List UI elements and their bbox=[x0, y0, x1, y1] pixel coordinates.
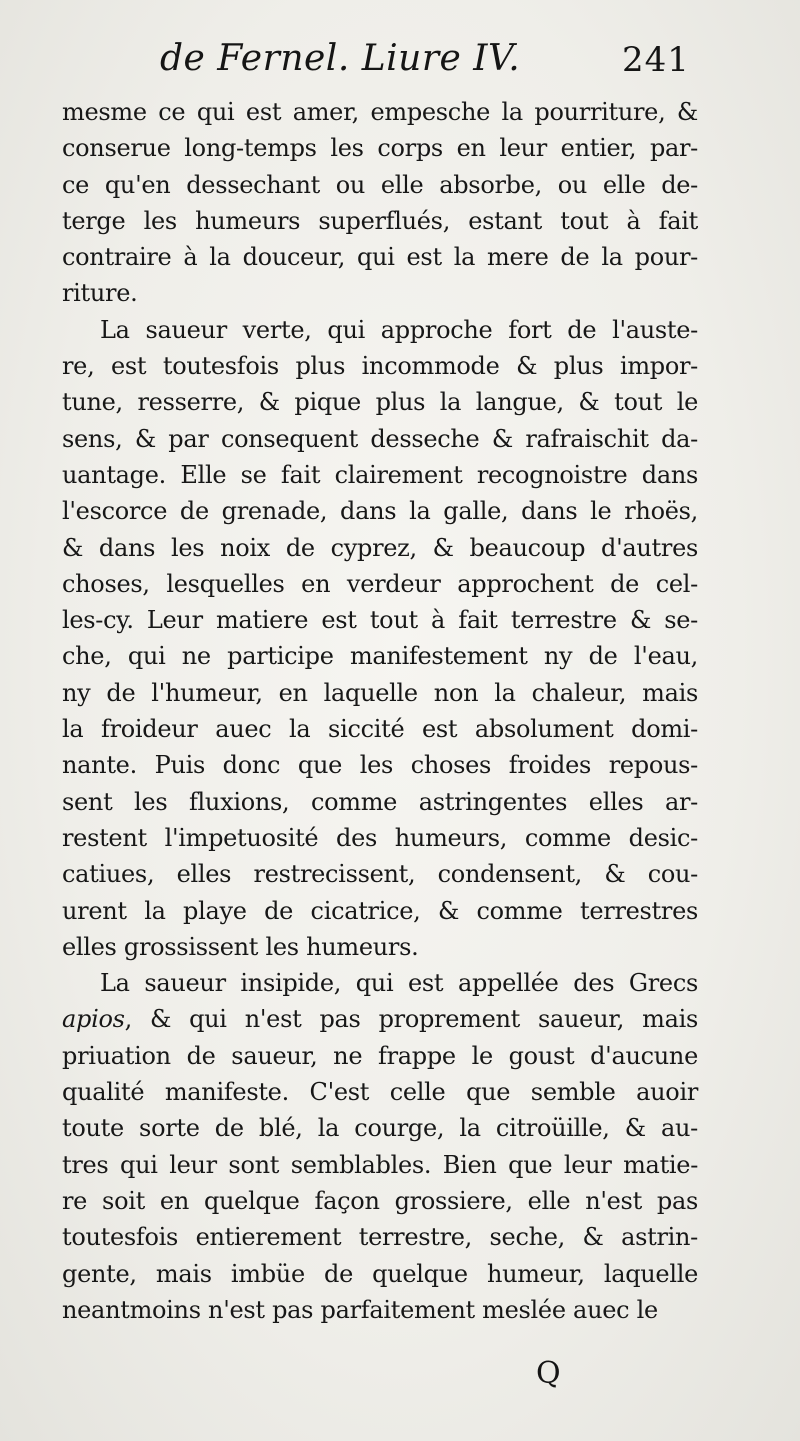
text-line: La saueur insipide, qui est appellée des Grecs bbox=[100, 969, 698, 998]
text-line: tres qui leur sont semblables. Bien que leur matie- bbox=[62, 1150, 698, 1179]
page-number: 241 bbox=[622, 40, 690, 80]
text-line: & dans les noix de cyprez, & beaucoup d'autres bbox=[62, 533, 698, 562]
text-line: restent l'impetuosité des humeurs, comme desic- bbox=[62, 823, 698, 852]
paragraph-saueur-verte bbox=[62, 312, 698, 965]
text-line: qualité manifeste. C'est celle que semble auoir bbox=[62, 1078, 698, 1107]
text-line: uantage. Elle se fait clairement recognoistre dans bbox=[62, 460, 698, 489]
text-line: choses, lesquelles en verdeur approchent de cel- bbox=[62, 569, 698, 598]
text-line: toutesfois entierement terrestre, seche, & astrin- bbox=[62, 1223, 698, 1252]
text-line: catiues, elles restrecissent, condensent, & cou- bbox=[62, 860, 698, 889]
running-head bbox=[0, 38, 800, 88]
text-line: contraire à la douceur, qui est la mere de la pour- bbox=[62, 243, 698, 272]
text-line: mesme ce qui est amer, empesche la pourriture, & bbox=[62, 98, 698, 126]
text-line: che, qui ne participe manifestement ny de l'eau, bbox=[62, 642, 698, 671]
paragraph-saueur-insipide bbox=[62, 965, 698, 1328]
text-line: l'escorce de grenade, dans la galle, dans le rhoës, bbox=[62, 497, 698, 526]
text-line: nante. Puis donc que les choses froides repous- bbox=[62, 751, 698, 780]
greek-term: apios bbox=[62, 1005, 125, 1034]
text-line: gente, mais imbüe de quelque humeur, laquelle bbox=[62, 1259, 698, 1288]
text-line: elles grossissent les humeurs. bbox=[62, 932, 419, 961]
text-line: tune, resserre, & pique plus la langue, & tout le bbox=[62, 388, 698, 417]
text-line: apios, & qui n'est pas proprement saueur, mais bbox=[62, 1005, 698, 1034]
text-line: re soit en quelque façon grossiere, elle n'est pas bbox=[62, 1186, 698, 1215]
text-line: ny de l'humeur, en laquelle non la chaleur, mais bbox=[62, 678, 698, 707]
text-line: la froideur auec la siccité est absolument domi- bbox=[62, 715, 698, 744]
body-text bbox=[62, 94, 698, 1328]
text-line: toute sorte de blé, la courge, la citroüille, & au- bbox=[62, 1114, 698, 1143]
text-line: les-cy. Leur matiere est tout à fait terrestre & se- bbox=[62, 606, 698, 635]
text-line: priuation de saueur, ne frappe le goust d'aucune bbox=[62, 1041, 698, 1070]
text-line: conserue long-temps les corps en leur entier, par- bbox=[62, 134, 698, 163]
paragraph-continuation bbox=[62, 94, 698, 312]
running-title: de Fernel. Liure IV. bbox=[160, 38, 521, 79]
text-line: sent les fluxions, comme astringentes elles ar- bbox=[62, 787, 698, 816]
text-line: terge les humeurs superflués, estant tout à fait bbox=[62, 206, 698, 235]
text-line: ce qu'en dessechant ou elle absorbe, ou elle de- bbox=[62, 170, 698, 199]
text-line: re, est toutesfois plus incommode & plus impor- bbox=[62, 352, 698, 381]
text-line: urent la playe de cicatrice, & comme terrestres bbox=[62, 896, 698, 925]
text-line: La saueur verte, qui approche fort de l'auste- bbox=[100, 315, 698, 344]
text-line: sens, & par consequent desseche & rafraischit da- bbox=[62, 424, 698, 453]
text-line: neantmoins n'est pas parfaitement meslée auec le bbox=[62, 1295, 658, 1324]
text-line: riture. bbox=[62, 279, 138, 308]
catchword: Q bbox=[536, 1356, 561, 1391]
